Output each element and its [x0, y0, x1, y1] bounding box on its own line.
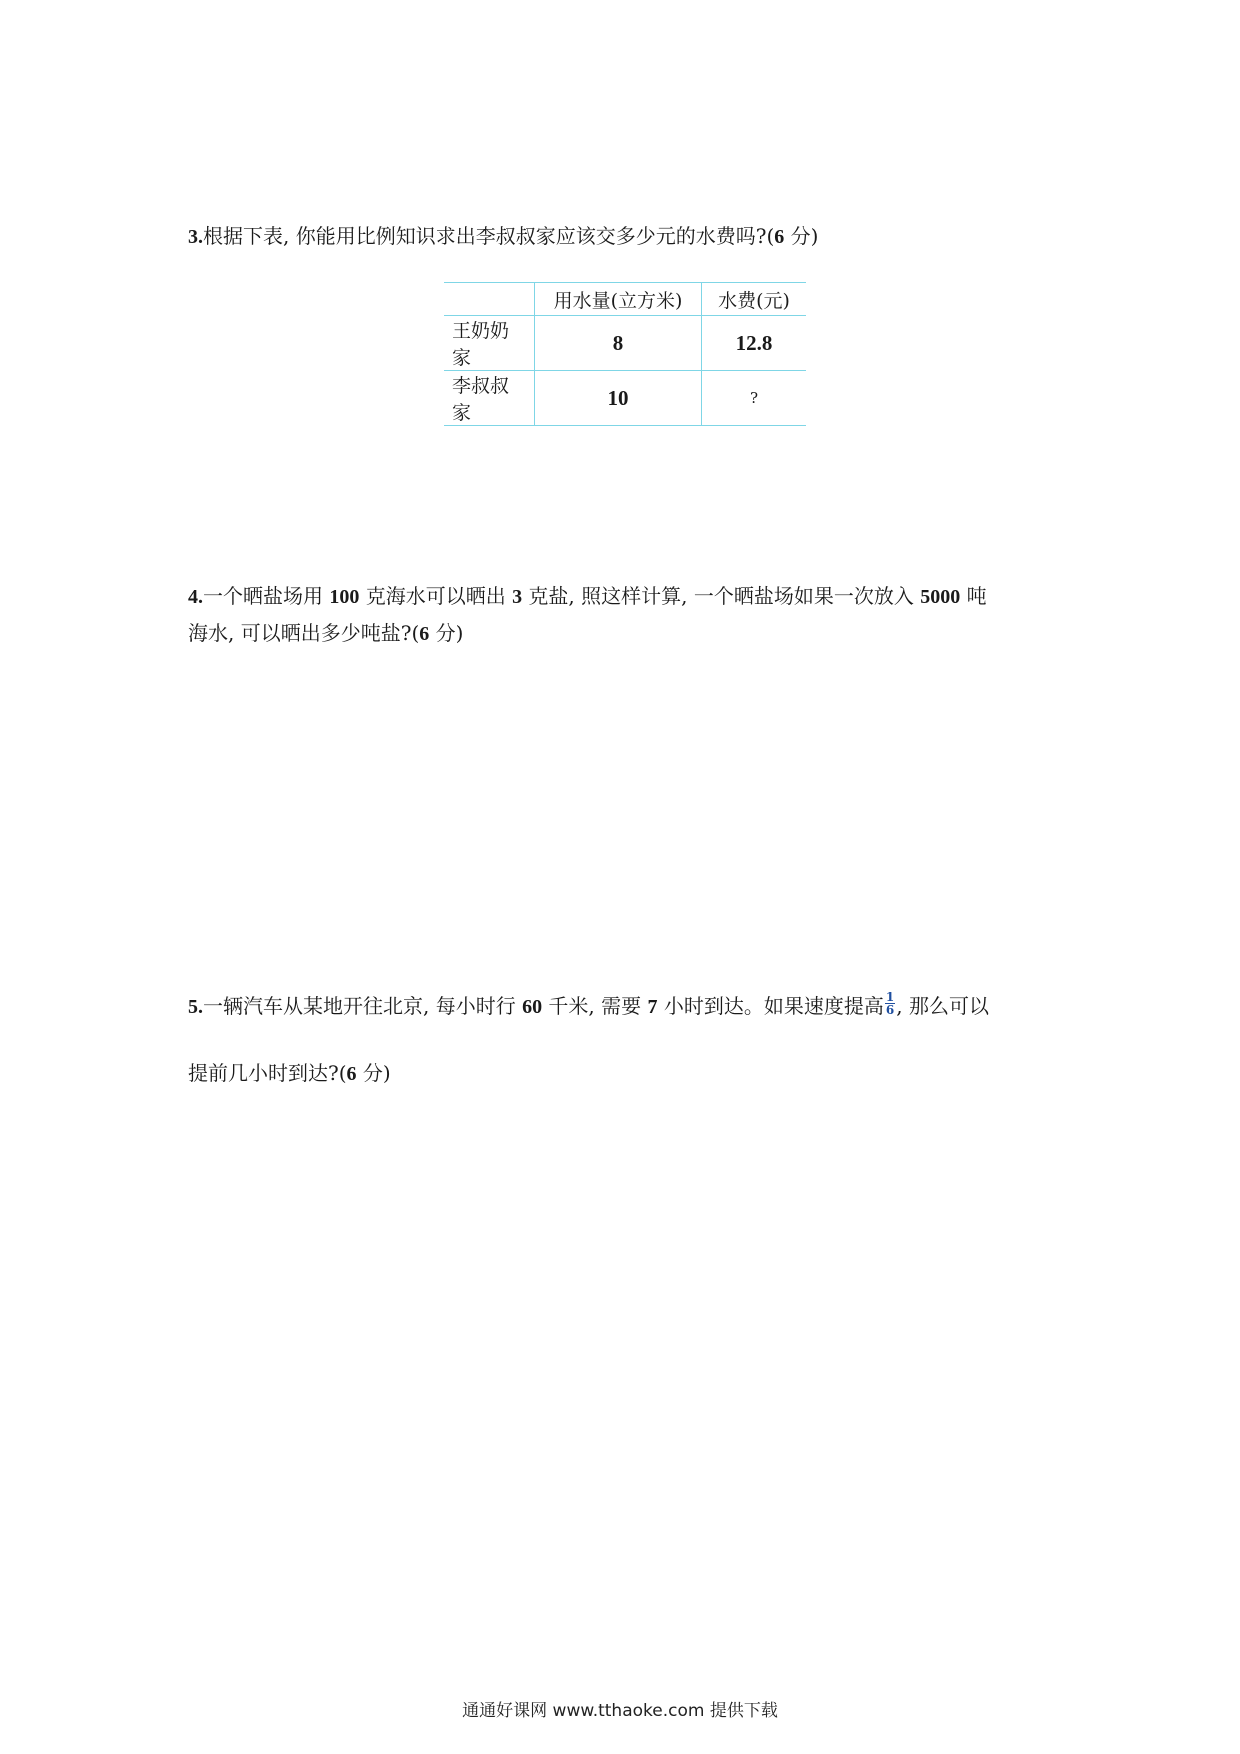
table-cell-water: 10: [535, 371, 702, 426]
question-5-line-2: 提前几小时到达?(6 分): [188, 1061, 391, 1085]
question-4: [188, 578, 987, 652]
fraction-one-sixth: $\frac{1}{6}$: [885, 990, 895, 1017]
question-3: 3.根据下表, 你能用比例知识求出李叔叔家应该交多少元的水费吗?(6 分): [188, 224, 819, 248]
table-header-cell: 用水量(立方米): [535, 283, 702, 316]
question-4-line-1: 4.一个晒盐场用 100 克海水可以晒出 3 克盐, 照这样计算, 一个晒盐场如果一次放入 5000 吨: [188, 584, 987, 608]
table-cell-name: 李叔叔家: [444, 371, 535, 426]
question-5: 5.一辆汽车从某地开往北京, 每小时行 60 千米, 需要 7 小时到达。如果速度提高 $\frac{1}{6}$ , 那么可以: [188, 990, 989, 1018]
table-row: [444, 316, 806, 371]
table-header-row: [444, 283, 806, 316]
question-3-score: 6: [774, 226, 785, 248]
question-4-line-2: 海水, 可以晒出多少吨盐?(6 分): [188, 621, 464, 645]
table-row: [444, 371, 806, 426]
table-cell-fee: ?: [702, 371, 807, 426]
table-cell-fee: 12.8: [702, 316, 807, 371]
table-header-cell: [444, 283, 535, 316]
question-3-number: 3.: [188, 226, 203, 248]
table-cell-water: 8: [535, 316, 702, 371]
question-3-text: 根据下表, 你能用比例知识求出李叔叔家应该交多少元的水费吗?: [203, 224, 767, 248]
table-header-cell: 水费(元): [702, 283, 807, 316]
water-fee-table: [444, 282, 806, 426]
table-cell-name: 王奶奶家: [444, 316, 535, 371]
footer-credit: 通通好课网 www.tthaoke.com 提供下载: [462, 1701, 778, 1721]
